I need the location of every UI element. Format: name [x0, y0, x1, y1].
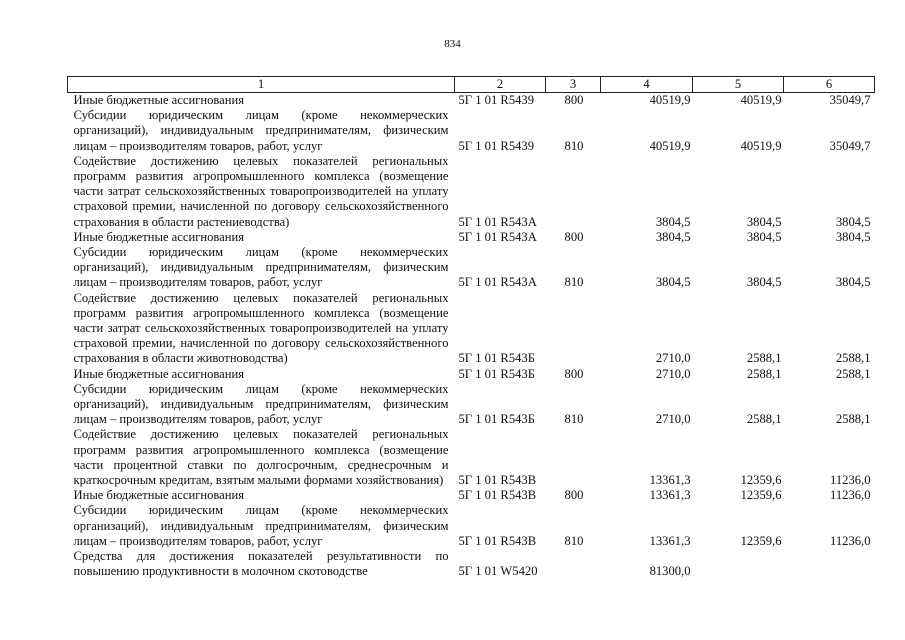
row-value-col4: 40519,9: [649, 93, 691, 107]
row-expense-type: 800: [564, 366, 584, 381]
row-name: Иные бюджетные ассигнования: [73, 366, 245, 381]
row-code: 5Г 1 01 R543Б: [458, 351, 535, 366]
row-value-col4: 40519,9: [649, 138, 691, 153]
row-value-col5: 2588,1: [746, 412, 782, 427]
row-value-col5: 12359,6: [740, 488, 782, 503]
row-value-col6: 11236,0: [830, 533, 871, 548]
row-value-col4: 3804,5: [655, 275, 691, 290]
row-code: 5Г 1 01 R543А: [458, 229, 537, 244]
row-code: 5Г 1 01 R543Б: [458, 412, 535, 427]
row-value-col4: 2710,0: [655, 366, 691, 381]
row-value-col5: 12359,6: [740, 473, 782, 488]
header-col-4: 4: [601, 77, 693, 93]
row-code: 5Г 1 01 R543Б: [458, 366, 535, 381]
row-expense-type: 810: [564, 275, 584, 290]
row-code: 5Г 1 01 R543В: [458, 533, 537, 548]
table-row: [68, 108, 875, 154]
table-row: [68, 367, 875, 382]
row-value-col4: 3804,5: [655, 229, 691, 244]
row-expense-type: 800: [564, 93, 584, 107]
row-value-col5: 3804,5: [746, 275, 782, 290]
row-value-col6: 2588,1: [835, 351, 871, 366]
table-row: [68, 549, 875, 579]
row-expense-type: 810: [564, 533, 584, 548]
row-name: Субсидии юридическим лицам (кроме некоммерческих организаций), индивидуальным предпринимателям, физическим лицам – производителям товаров, работ, услуг: [73, 108, 449, 153]
row-name: Содействие достижению целевых показателей региональных программ развития агропромышленного комплекса (возмещение части процентной ставки по долгосрочным, среднесрочным и краткосрочным кредитам, взятым малыми формами хозяйствования): [73, 427, 449, 488]
table-row: [68, 427, 875, 488]
page-number: 834: [444, 38, 461, 50]
table-row: [68, 245, 875, 291]
row-expense-type: [546, 549, 601, 579]
table-row: [68, 382, 875, 428]
row-name: Субсидии юридическим лицам (кроме некоммерческих организаций), индивидуальным предпринимателям, физическим лицам – производителям товаров, работ, услуг: [73, 503, 449, 548]
row-value-col4: 3804,5: [655, 214, 691, 229]
table-row: [68, 93, 875, 109]
table-row: [68, 488, 875, 503]
row-value-col5: 40519,9: [740, 138, 782, 153]
row-value-col6: 2588,1: [835, 412, 871, 427]
row-expense-type: 800: [564, 229, 584, 244]
row-name: Иные бюджетные ассигнования: [73, 488, 245, 503]
row-name: Средства для достижения показателей результативности по повышению продуктивности в молочном скотоводстве: [73, 549, 449, 579]
row-value-col5: 3804,5: [746, 214, 782, 229]
row-value-col5: 2588,1: [746, 351, 782, 366]
header-col-3: 3: [546, 77, 601, 93]
row-value-col4: 13361,3: [649, 473, 691, 488]
row-expense-type: [546, 291, 601, 367]
row-value-col5: 12359,6: [740, 533, 782, 548]
row-value-col4: 2710,0: [655, 351, 691, 366]
row-value-col4: 13361,3: [649, 533, 691, 548]
row-code: 5Г 1 01 R543А: [458, 214, 537, 229]
header-col-5: 5: [693, 77, 784, 93]
row-value-col6: [784, 549, 875, 579]
row-name: Субсидии юридическим лицам (кроме некоммерческих организаций), индивидуальным предпринимателям, физическим лицам – производителям товаров, работ, услуг: [73, 245, 449, 290]
row-value-col4: 81300,0: [649, 564, 691, 579]
row-value-col6: 11236,0: [830, 473, 871, 488]
row-code: 5Г 1 01 R543В: [458, 473, 537, 488]
row-value-col5: 3804,5: [746, 229, 782, 244]
row-value-col5: [693, 549, 784, 579]
row-expense-type: [546, 427, 601, 488]
row-name: Содействие достижению целевых показателей региональных программ развития агропромышленного комплекса (возмещение части затрат сельскохозяйственных товаропроизводителей на уплату страховой премии, начисленной по договору сельскохозяйственного страхования в области растениеводства): [73, 153, 449, 229]
header-col-6: 6: [784, 77, 875, 93]
row-expense-type: 810: [564, 412, 584, 427]
header-row: [68, 77, 875, 93]
row-value-col6: 3804,5: [835, 214, 871, 229]
row-value-col5: 40519,9: [740, 93, 782, 107]
row-code: 5Г 1 01 R543А: [458, 275, 537, 290]
row-code: 5Г 1 01 R5439: [458, 93, 535, 107]
row-value-col4: 13361,3: [649, 488, 691, 503]
row-code: 5Г 1 01 W5420: [458, 564, 538, 579]
table-row: [68, 230, 875, 245]
header-col-2: 2: [455, 77, 546, 93]
row-expense-type: 810: [564, 138, 584, 153]
table-row: [68, 503, 875, 549]
row-expense-type: [546, 154, 601, 230]
row-value-col6: 35049,7: [829, 93, 871, 107]
header-col-1: 1: [68, 77, 455, 93]
table-row: [68, 291, 875, 367]
row-name: Иные бюджетные ассигнования: [73, 93, 245, 107]
row-value-col6: 2588,1: [835, 366, 871, 381]
row-name: Содействие достижению целевых показателей региональных программ развития агропромышленного комплекса (возмещение части затрат сельскохозяйственных товаропроизводителей на уплату страховой премии, начисленной по договору сельскохозяйственного страхования в области животноводства): [73, 290, 449, 366]
row-value-col6: 11236,0: [830, 488, 871, 503]
row-value-col6: 3804,5: [835, 229, 871, 244]
budget-table: [67, 76, 875, 580]
row-code: 5Г 1 01 R5439: [458, 138, 535, 153]
table-row: [68, 154, 875, 230]
row-value-col6: 3804,5: [835, 275, 871, 290]
row-name: Субсидии юридическим лицам (кроме некоммерческих организаций), индивидуальным предпринимателям, физическим лицам – производителям товаров, работ, услуг: [73, 381, 449, 427]
row-code: 5Г 1 01 R543В: [458, 488, 537, 503]
row-value-col4: 2710,0: [655, 412, 691, 427]
row-value-col6: 35049,7: [829, 138, 871, 153]
row-name: Иные бюджетные ассигнования: [73, 229, 245, 244]
row-expense-type: 800: [564, 488, 584, 503]
row-value-col5: 2588,1: [746, 366, 782, 381]
